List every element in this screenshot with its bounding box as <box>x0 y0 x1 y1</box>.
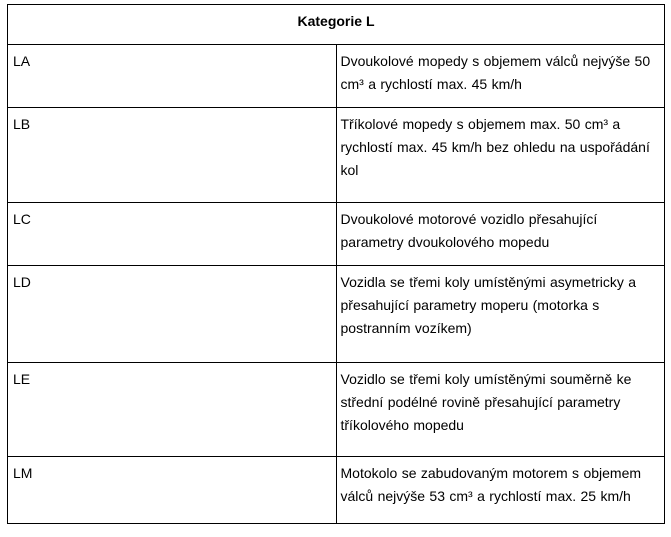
category-code: LA <box>8 45 337 108</box>
category-code: LD <box>8 266 337 363</box>
table-header-row <box>8 5 665 45</box>
table-row <box>8 363 665 457</box>
category-code: LM <box>8 457 337 524</box>
category-table <box>7 4 665 524</box>
category-description: Vozidlo se třemi koly umístěnými souměrně ke střední podélné rovině přesahující parametry tříkolového mopedu <box>336 363 665 457</box>
category-code: LC <box>8 203 337 266</box>
category-description: Vozidla se třemi koly umístěnými asymetricky a přesahující parametry moperu (motorka s postranním vozíkem) <box>336 266 665 363</box>
category-description: Tříkolové mopedy s objemem max. 50 cm³ a rychlostí max. 45 km/h bez ohledu na uspořádání kol <box>336 108 665 203</box>
table-row <box>8 45 665 108</box>
table-title: Kategorie L <box>8 5 665 45</box>
table-row <box>8 457 665 524</box>
category-code: LE <box>8 363 337 457</box>
table-row <box>8 266 665 363</box>
category-description: Motokolo se zabudovaným motorem s objemem válců nejvýše 53 cm³ a rychlostí max. 25 km/h <box>336 457 665 524</box>
category-description: Dvoukolové motorové vozidlo přesahující parametry dvoukolového mopedu <box>336 203 665 266</box>
table-row <box>8 108 665 203</box>
table-row <box>8 203 665 266</box>
category-code: LB <box>8 108 337 203</box>
category-description: Dvoukolové mopedy s objemem válců nejvýše 50 cm³ a rychlostí max. 45 km/h <box>336 45 665 108</box>
